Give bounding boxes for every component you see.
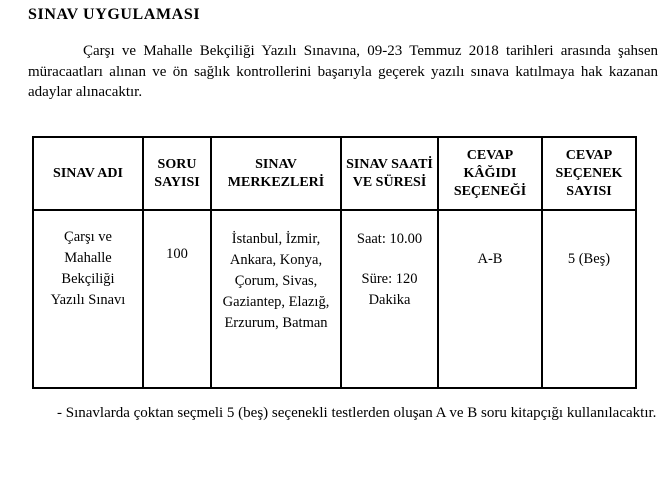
intro-paragraph: Çarşı ve Mahalle Bekçiliği Yazılı Sınavına, 09-23 Temmuz 2018 tarihleri arasında şahsen müracaatları alınan ve ön sağlık kontrollerini başarıyla geçerek yazılı sınava katılmaya hak kazanan adaylar alınacaktır. bbox=[28, 43, 658, 100]
exam-table-header-row bbox=[33, 137, 636, 210]
cell-exam-time bbox=[341, 210, 438, 388]
cell-choice-count: 5 (Beş) bbox=[542, 210, 636, 388]
header-answer-sheet: CEVAP KÂĞIDI SEÇENEĞİ bbox=[438, 137, 542, 210]
header-choice-count: CEVAP SEÇENEK SAYISI bbox=[542, 137, 636, 210]
exam-time-duration: Süre: 120 Dakika bbox=[361, 271, 418, 308]
cell-exam-centers: İstanbul, İzmir, Ankara, Konya, Çorum, Sivas, Gaziantep, Elazığ, Erzurum, Batman bbox=[211, 210, 341, 388]
header-question-count: SORU SAYISI bbox=[143, 137, 211, 210]
cell-question-count: 100 bbox=[143, 210, 211, 388]
exam-time-hour: Saat: 10.00 bbox=[356, 231, 423, 247]
cell-exam-name: Çarşı ve Mahalle Bekçiliği Yazılı Sınavı bbox=[33, 210, 143, 388]
page-title: SINAV UYGULAMASI bbox=[28, 6, 201, 23]
header-exam-name: SINAV ADI bbox=[33, 137, 143, 210]
note-paragraph: - Sınavlarda çoktan seçmeli 5 (beş) seçenekli testlerden oluşan A ve B soru kitapçığı kullanılacaktır. bbox=[57, 405, 657, 421]
exam-table bbox=[32, 136, 637, 389]
exam-table-data-row bbox=[33, 210, 636, 388]
header-exam-time: SINAV SAATİ VE SÜRESİ bbox=[341, 137, 438, 210]
header-exam-centers: SINAV MERKEZLERİ bbox=[211, 137, 341, 210]
cell-answer-sheet: A-B bbox=[438, 210, 542, 388]
